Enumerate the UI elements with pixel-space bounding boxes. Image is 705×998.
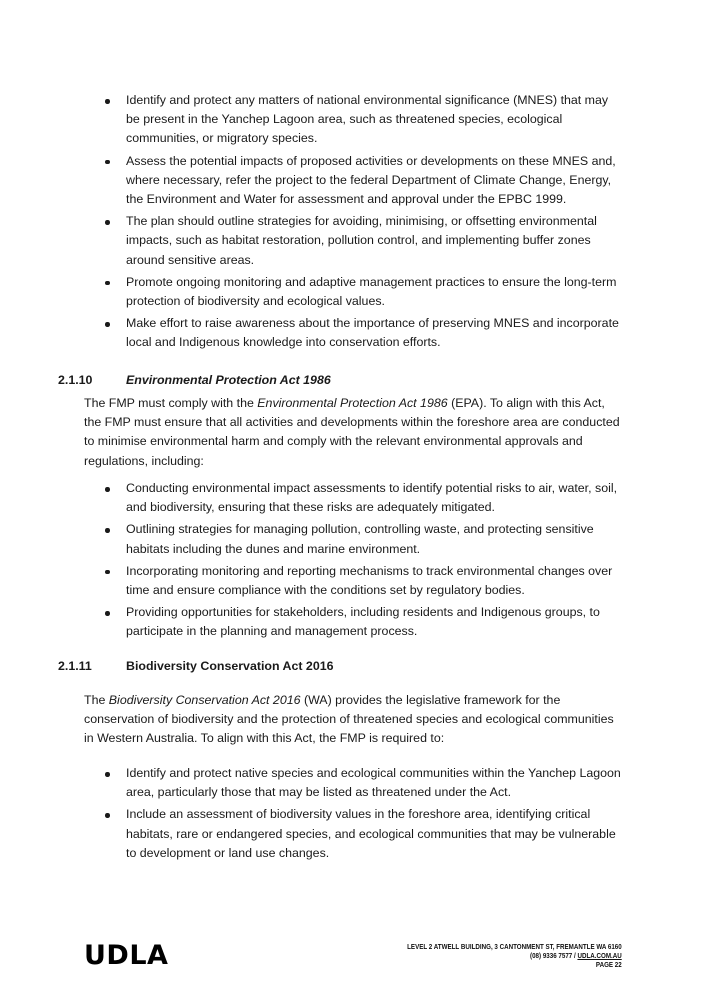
list-item [84, 764, 624, 802]
list-item [84, 314, 624, 352]
list-item [84, 562, 624, 600]
bc-act-bullet-list [84, 764, 624, 866]
list-item [84, 805, 624, 863]
bullet-icon [105, 611, 110, 616]
section-intro-paragraph [84, 691, 624, 749]
section-heading-2-1-11 [58, 657, 334, 676]
list-item-text: Incorporating monitoring and reporting mechanisms to track environmental changes over time and ensure compliance with the conditions set by regulatory bodies. [126, 563, 613, 598]
act-name-italic: Environmental Protection Act 1986 [257, 396, 448, 410]
list-item-text: Identify and protect native species and ecological communities within the Yanchep Lagoon area, particularly those that may be listed as threatened under the Act. [126, 766, 621, 800]
footer-address-line: LEVEL 2 ATWELL BUILDING, 3 CANTONMENT ST, FREMANTLE WA 6160 [407, 942, 622, 951]
footer-separator: / [572, 951, 578, 961]
page-number: PAGE 22 [596, 960, 622, 970]
list-item [84, 212, 624, 270]
section-heading-2-1-10 [58, 371, 331, 390]
footer-website-link[interactable]: UDLA.COM.AU [577, 951, 622, 961]
list-item [84, 520, 624, 558]
bullet-icon [105, 281, 110, 286]
footer-phone-web-line [407, 951, 622, 960]
paragraph-text: The FMP must comply with the [84, 396, 258, 410]
list-item-text: Assess the potential impacts of proposed activities or developments on these MNES and, where necessary, refer the project to the federal Department of Climate Change, Energy, the Environment and Water for assessment and approval under the EPBC 1999. [126, 153, 616, 207]
bullet-icon [105, 160, 110, 165]
mnes-bullet-list [84, 91, 624, 356]
list-item-text: Providing opportunities for stakeholders, including residents and Indigenous groups, to participate in the planning and management process. [126, 605, 600, 639]
list-item-text: Promote ongoing monitoring and adaptive management practices to ensure the long-term protection of biodiversity and ecological values. [126, 274, 617, 309]
bullet-icon [105, 772, 110, 777]
list-item [84, 152, 624, 210]
bullet-icon [105, 487, 110, 492]
bullet-icon [105, 220, 110, 225]
list-item-text: Outlining strategies for managing pollution, controlling waste, and protecting sensitive habitats including the dunes and marine environment. [126, 522, 594, 556]
paragraph-text: (EPA). To align with this Act, the FMP must ensure that all activities and developments within the foreshore area are conducted to minimise environmental harm and comply with the relevant environmental approvals and regulations, including: [84, 396, 620, 468]
list-item [84, 603, 624, 641]
paragraph-text: The [84, 693, 109, 707]
footer-phone: (08) 9336 7577 [530, 951, 573, 961]
footer-contact [407, 942, 622, 970]
bullet-icon [105, 322, 110, 327]
section-intro-paragraph [84, 394, 624, 471]
section-number: 2.1.11 [58, 659, 92, 673]
bullet-icon [105, 813, 110, 818]
list-item [84, 273, 624, 311]
bullet-icon [105, 99, 110, 104]
paragraph-text: (WA) provides the legislative framework for the conservation of biodiversity and the protection of threatened species and ecological communities in Western Australia. To align with this Act, the FMP is required to: [84, 693, 614, 746]
list-item-text: The plan should outline strategies for avoiding, minimising, or offsetting environmental impacts, such as habitat restoration, pollution control, and implementing buffer zones around sensitive areas. [126, 214, 597, 267]
list-item-text: Conducting environmental impact assessments to identify potential risks to air, water, soil, and biodiversity, ensuring that these risks are adequately mitigated. [126, 481, 618, 515]
bullet-icon [105, 570, 110, 575]
act-name-italic: Biodiversity Conservation Act 2016 [108, 693, 301, 707]
list-item-text: Identify and protect any matters of national environmental significance (MNES) that may be present in the Yanchep Lagoon area, such as threatened species, ecological communities, or migratory species. [126, 93, 609, 146]
section-title: Environmental Protection Act 1986 [126, 373, 331, 387]
epa-bullet-list [84, 479, 624, 645]
section-number: 2.1.10 [58, 373, 93, 387]
list-item [84, 479, 624, 517]
section-title: Biodiversity Conservation Act 2016 [126, 659, 334, 673]
udla-logo: UDLA [84, 940, 169, 971]
list-item [84, 91, 624, 149]
bullet-icon [105, 528, 110, 533]
list-item-text: Include an assessment of biodiversity values in the foreshore area, identifying critical habitats, rare or endangered species, and ecological communities that may be vulnerable to development or land use changes. [126, 807, 616, 860]
list-item-text: Make effort to raise awareness about the importance of preserving MNES and incorporate local and Indigenous knowledge into conservation efforts. [126, 316, 619, 350]
